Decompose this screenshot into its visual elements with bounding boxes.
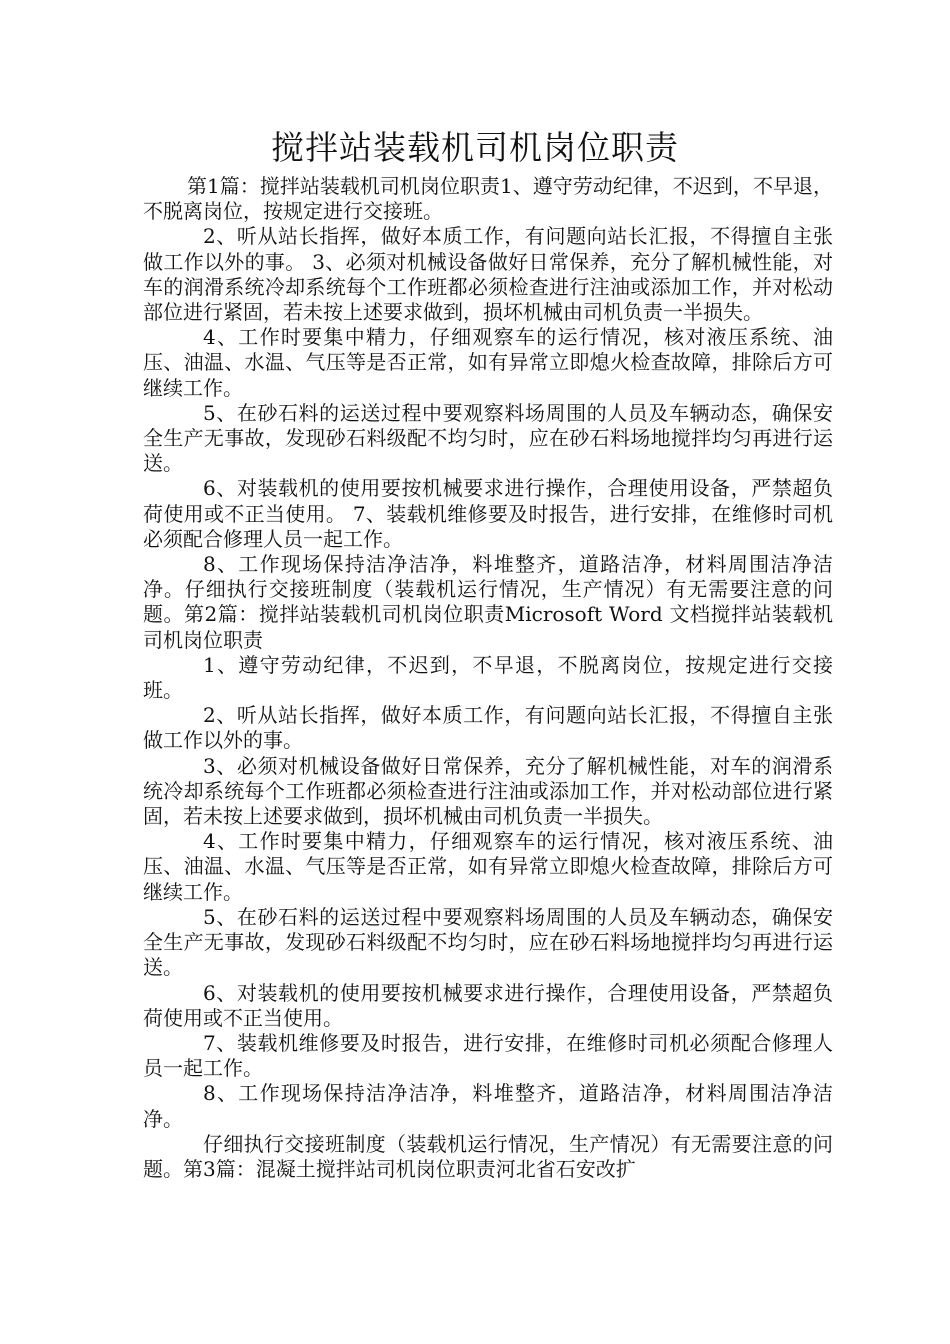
paragraph: 4、工作时要集中精力，仔细观察车的运行情况，核对液压系统、油压、油温、水温、气压等是否正常，如有异常立即熄火检查故障，排除后方可继续工作。	[143, 325, 833, 400]
paragraph: 5、在砂石料的运送过程中要观察料场周围的人员及车辆动态，确保安全生产无事故，发现砂石料级配不均匀时，应在砂石料场地搅拌均匀再进行运送。	[143, 904, 833, 980]
paragraph: 7、装载机维修要及时报告，进行安排，在维修时司机必须配合修理人员一起工作。	[143, 1030, 833, 1081]
document-body	[143, 174, 833, 1182]
paragraph: 1、遵守劳动纪律，不迟到，不早退，不脱离岗位，按规定进行交接班。	[143, 652, 833, 703]
paragraph: 5、在砂石料的运送过程中要观察料场周围的人员及车辆动态，确保安全生产无事故，发现砂石料级配不均匀时，应在砂石料场地搅拌均匀再进行运送。	[143, 400, 833, 476]
paragraph: 6、对装载机的使用要按机械要求进行操作，合理使用设备，严禁超负荷使用或不正当使用。	[143, 980, 833, 1030]
paragraph: 3、必须对机械设备做好日常保养，充分了解机械性能，对车的润滑系统冷却系统每个工作班都必须检查进行注油或添加工作，并对松动部位进行紧固，若未按上述要求做到，损坏机械由司机负责一半损失。	[143, 753, 833, 829]
paragraph: 2、听从站长指挥，做好本质工作，有问题向站长汇报，不得擅自主张做工作以外的事。 3、必须对机械设备做好日常保养，充分了解机械性能，对车的润滑系统冷却系统每个工作班都必须检查进行注油或添加工作，并对松动部位进行紧固，若未按上述要求做到，损坏机械由司机负责一半损失。	[143, 224, 833, 325]
paragraph: 8、工作现场保持洁净洁净，料堆整齐，道路洁净，材料周围洁净洁净。	[143, 1081, 833, 1131]
paragraph: 6、对装载机的使用要按机械要求进行操作，合理使用设备，严禁超负荷使用或不正当使用。 7、装载机维修要及时报告，进行安排，在维修时司机必须配合修理人员一起工作。	[143, 476, 833, 551]
paragraph: 第1篇：搅拌站装载机司机岗位职责1、遵守劳动纪律，不迟到，不早退，不脱离岗位，按规定进行交接班。	[143, 174, 833, 224]
document-title: 搅拌站装载机司机岗位职责	[271, 128, 679, 167]
paragraph: 2、听从站长指挥，做好本质工作，有问题向站长汇报，不得擅自主张做工作以外的事。	[143, 703, 833, 753]
paragraph: 8、工作现场保持洁净洁净，料堆整齐，道路洁净，材料周围洁净洁净。仔细执行交接班制度（装载机运行情况，生产情况）有无需要注意的问题。第2篇：搅拌站装载机司机岗位职责Microsoft Word 文档搅拌站装载机司机岗位职责	[143, 552, 833, 652]
paragraph: 仔细执行交接班制度（装载机运行情况，生产情况）有无需要注意的问题。第3篇：混凝土搅拌站司机岗位职责河北省石安改扩	[143, 1131, 833, 1181]
paragraph: 4、工作时要集中精力，仔细观察车的运行情况，核对液压系统、油压、油温、水温、气压等是否正常，如有异常立即熄火检查故障，排除后方可继续工作。	[143, 829, 833, 904]
